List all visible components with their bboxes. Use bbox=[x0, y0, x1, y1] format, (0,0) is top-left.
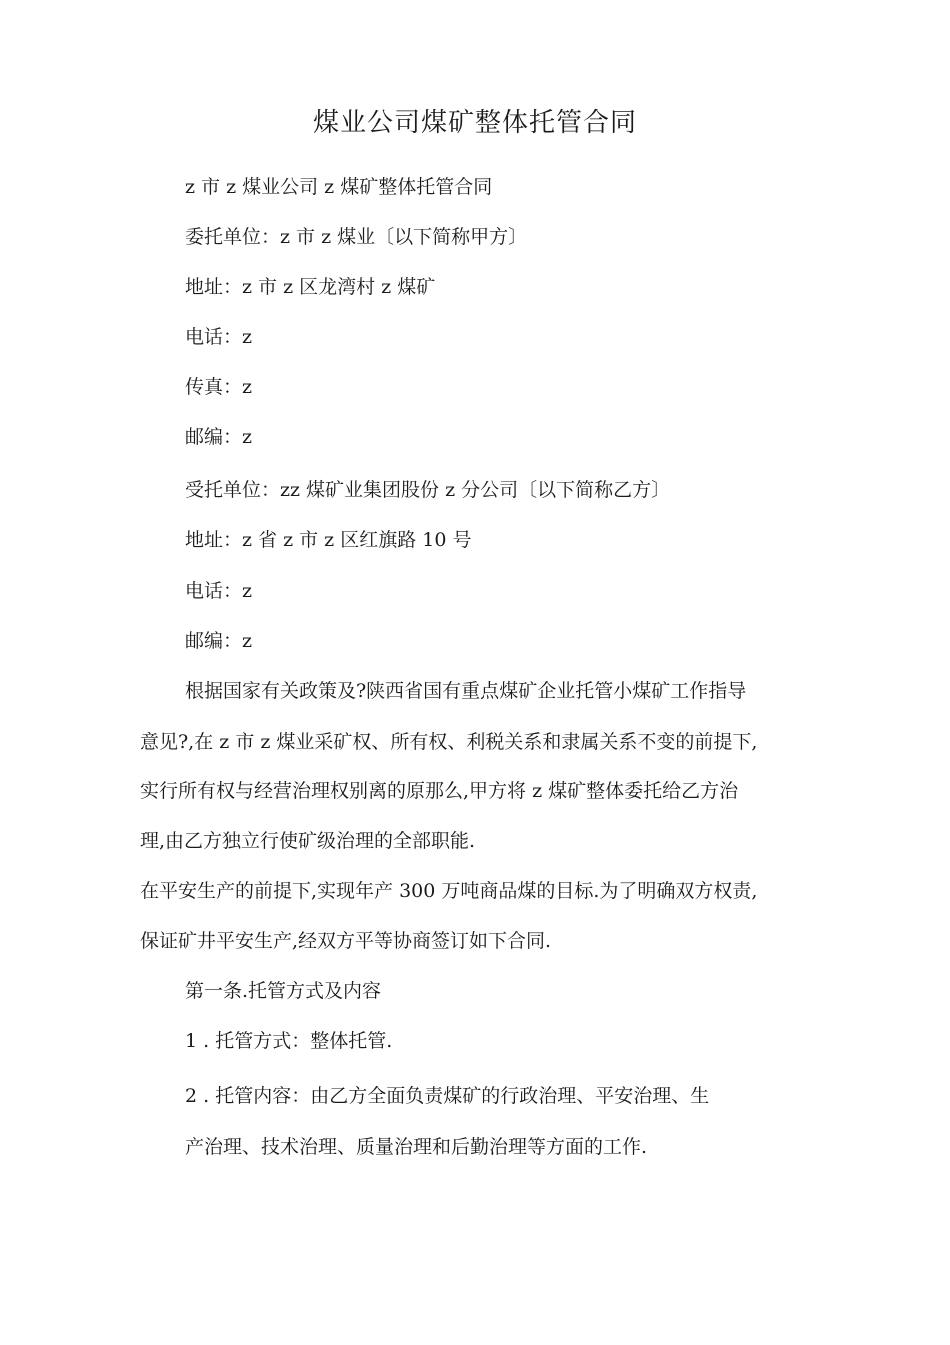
preamble-line: 根据国家有关政策及?陕西省国有重点煤矿企业托管小煤矿工作指导 bbox=[185, 680, 747, 702]
party-b-postcode: 邮编：z bbox=[185, 630, 253, 652]
article-1-heading: 第一条.托管方式及内容 bbox=[185, 980, 382, 1002]
preamble-line: 理,由乙方独立行使矿级治理的全部职能. bbox=[140, 830, 476, 852]
party-a-address: 地址：z 市 z 区龙湾村 z 煤矿 bbox=[185, 276, 436, 298]
document-title: 煤业公司煤矿整体托管合同 bbox=[312, 108, 637, 138]
contract-subtitle: z 市 z 煤业公司 z 煤矿整体托管合同 bbox=[185, 176, 493, 198]
article-1-item-2-continued: 产治理、技术治理、质量治理和后勤治理等方面的工作. bbox=[185, 1136, 648, 1158]
preamble-line: 实行所有权与经营治理权别离的原那么,甲方将 z 煤矿整体委托给乙方治 bbox=[140, 780, 739, 802]
party-a-fax: 传真：z bbox=[185, 376, 253, 398]
preamble-line: 在平安生产的前提下,实现年产 300 万吨商品煤的目标.为了明确双方权责, bbox=[140, 880, 758, 902]
preamble-line: 保证矿井平安生产,经双方平等协商签订如下合同. bbox=[140, 930, 552, 952]
party-a-name: 委托单位：z 市 z 煤业〔以下简称甲方〕 bbox=[185, 226, 528, 248]
party-b-name: 受托单位：zz 煤矿业集团股份 z 分公司〔以下简称乙方〕 bbox=[185, 479, 671, 501]
party-a-postcode: 邮编：z bbox=[185, 426, 253, 448]
article-1-item-1: 1 . 托管方式：整体托管. bbox=[185, 1030, 393, 1052]
article-1-item-2: 2 . 托管内容：由乙方全面负责煤矿的行政治理、平安治理、生 bbox=[185, 1085, 710, 1107]
party-b-address: 地址：z 省 z 市 z 区红旗路 10 号 bbox=[185, 529, 472, 551]
party-a-phone: 电话：z bbox=[185, 326, 253, 348]
party-b-phone: 电话：z bbox=[185, 580, 253, 602]
preamble-line: 意见?,在 z 市 z 煤业采矿权、所有权、利税关系和隶属关系不变的前提下, bbox=[140, 731, 758, 753]
